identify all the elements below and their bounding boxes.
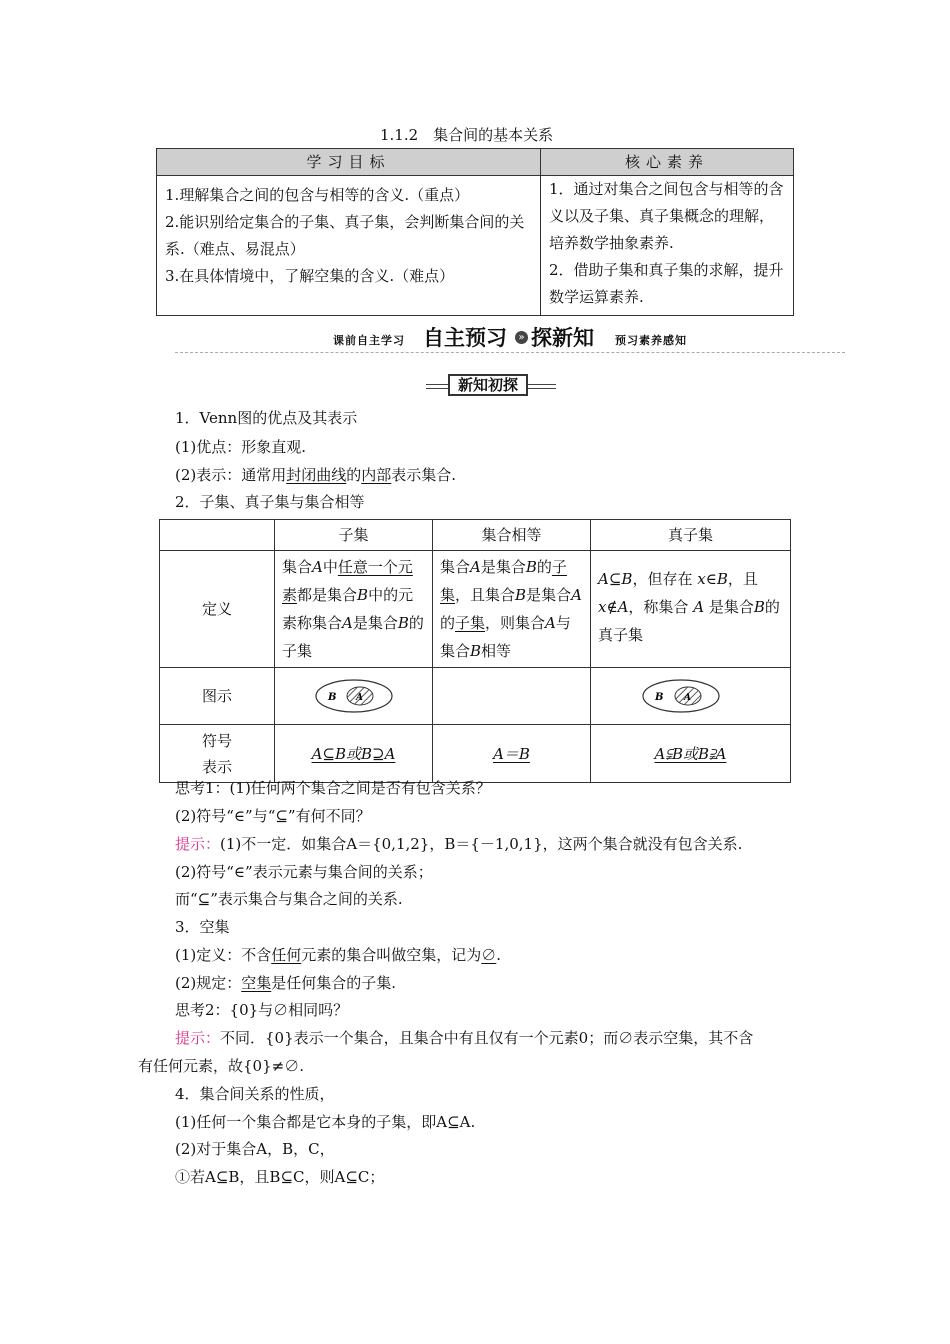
venn-diagram-svg [276, 669, 431, 723]
objective-item: 2.能识别给定集合的子集、真子集，会判断集合间的关系.（难点、易混点） [165, 213, 525, 258]
empty-set-rule: (2)规定：空集是任何集合的子集. [175, 974, 397, 992]
venn-diagram-subset [275, 668, 433, 725]
symbol-subset: A⊆B或B⊇A [275, 725, 433, 783]
symbol-proper: A⫋B或B⫌A [591, 725, 791, 783]
think2-answer-1: 提示：不同．{0}表示一个集合，且集合中有且仅有一个元素0；而∅表示空集，其不含 [175, 1029, 754, 1047]
objectives-list [157, 176, 541, 316]
think1-question-2: (2)符号“∈”与“⊆”有何不同？ [175, 807, 371, 825]
banner-left-label: 课前自主学习 [333, 334, 405, 347]
venn-diagram-equal [433, 668, 591, 725]
think1-question-1: 思考1：(1)任何两个集合之间是否有包含关系？ [175, 779, 491, 797]
literacy-header: 核心素养 [541, 149, 794, 176]
venn-representation: (2)表示：通常用封闭曲线的内部表示集合. [175, 466, 457, 484]
banner-title-1: 自主预习 [423, 326, 507, 350]
col-header-equal: 集合相等 [433, 520, 591, 551]
think1-answer-1: 提示：(1)不一定．如集合A＝{0,1,2}，B＝{－1,0,1}，这两个集合就没有包含关系. [175, 835, 743, 853]
literacy-list [541, 176, 794, 316]
properties-heading: 4．集合间关系的性质， [175, 1085, 335, 1103]
think1-answer-2: (2)符号“∈”表示元素与集合间的关系； [175, 863, 433, 881]
row-label-definition: 定义 [160, 551, 275, 668]
inner-label: A [356, 693, 363, 703]
banner-right-label: 预习素养感知 [615, 334, 687, 347]
think2-question: 思考2：{0}与∅相同吗？ [175, 1001, 349, 1019]
literacy-item: 1．通过对集合之间包含与相等的含义以及子集、真子集概念的理解，培养数学抽象素养. [549, 180, 784, 252]
concept-table [159, 519, 791, 783]
objectives-table [156, 148, 794, 316]
objective-item: 1.理解集合之间的包含与相等的含义.（重点） [165, 186, 470, 204]
objectives-header: 学习目标 [157, 149, 541, 176]
property-1: (1)任何一个集合都是它本身的子集，即A⊆A. [175, 1113, 476, 1131]
outer-label: B [328, 692, 337, 703]
venn-diagram-svg [592, 669, 768, 723]
banner-title-2: 探新知 [531, 326, 594, 350]
inner-label: A [684, 693, 691, 703]
banner-divider [175, 352, 845, 353]
empty-set-definition: (1)定义：不含任何元素的集合叫做空集，记为∅. [175, 946, 502, 964]
col-header-subset: 子集 [275, 520, 433, 551]
hint-label: 提示： [175, 835, 221, 853]
empty-set-heading: 3．空集 [175, 918, 230, 936]
section-badge-label: 新知初探 [448, 374, 528, 396]
objective-item: 3.在具体情境中，了解空集的含义.（难点） [165, 267, 455, 285]
venn-heading: 1．Venn图的优点及其表示 [175, 409, 358, 427]
definition-subset: 集合A中任意一个元素都是集合B中的元素称集合A是集合B的子集 [275, 551, 433, 668]
symbol-equal: A＝B [433, 725, 591, 783]
venn-advantage: (1)优点：形象直观. [175, 438, 307, 456]
row-label-diagram: 图示 [160, 668, 275, 725]
definition-proper: A⊆B，但存在 x∈B，且 x∉A，称集合 A 是集合B的真子集 [591, 551, 791, 668]
property-2: (2)对于集合A，B，C， [175, 1140, 335, 1158]
arrow-icon: » [515, 331, 528, 344]
subset-heading: 2．子集、真子集与集合相等 [175, 493, 365, 511]
col-header-proper-subset: 真子集 [591, 520, 791, 551]
think2-answer-2: 有任何元素，故{0}≠∅. [138, 1057, 304, 1075]
think1-answer-3: 而“⊆”表示集合与集合之间的关系. [175, 890, 403, 908]
outer-label: B [655, 692, 664, 703]
section-badge [426, 374, 556, 396]
venn-diagram-proper [591, 668, 791, 725]
section-banner [175, 322, 845, 352]
hint-label: 提示： [175, 1029, 221, 1047]
property-3: ①若A⊆B，且B⊆C，则A⊆C； [175, 1168, 385, 1186]
definition-equal: 集合A是集合B的子集，且集合B是集合A的子集，则集合A与集合B相等 [433, 551, 591, 668]
row-label-symbol: 符号 表示 [160, 725, 275, 783]
page-title: 1.1.2 集合间的基本关系 [380, 126, 554, 144]
literacy-item: 2．借助子集和真子集的求解，提升数学运算素养. [549, 261, 784, 306]
